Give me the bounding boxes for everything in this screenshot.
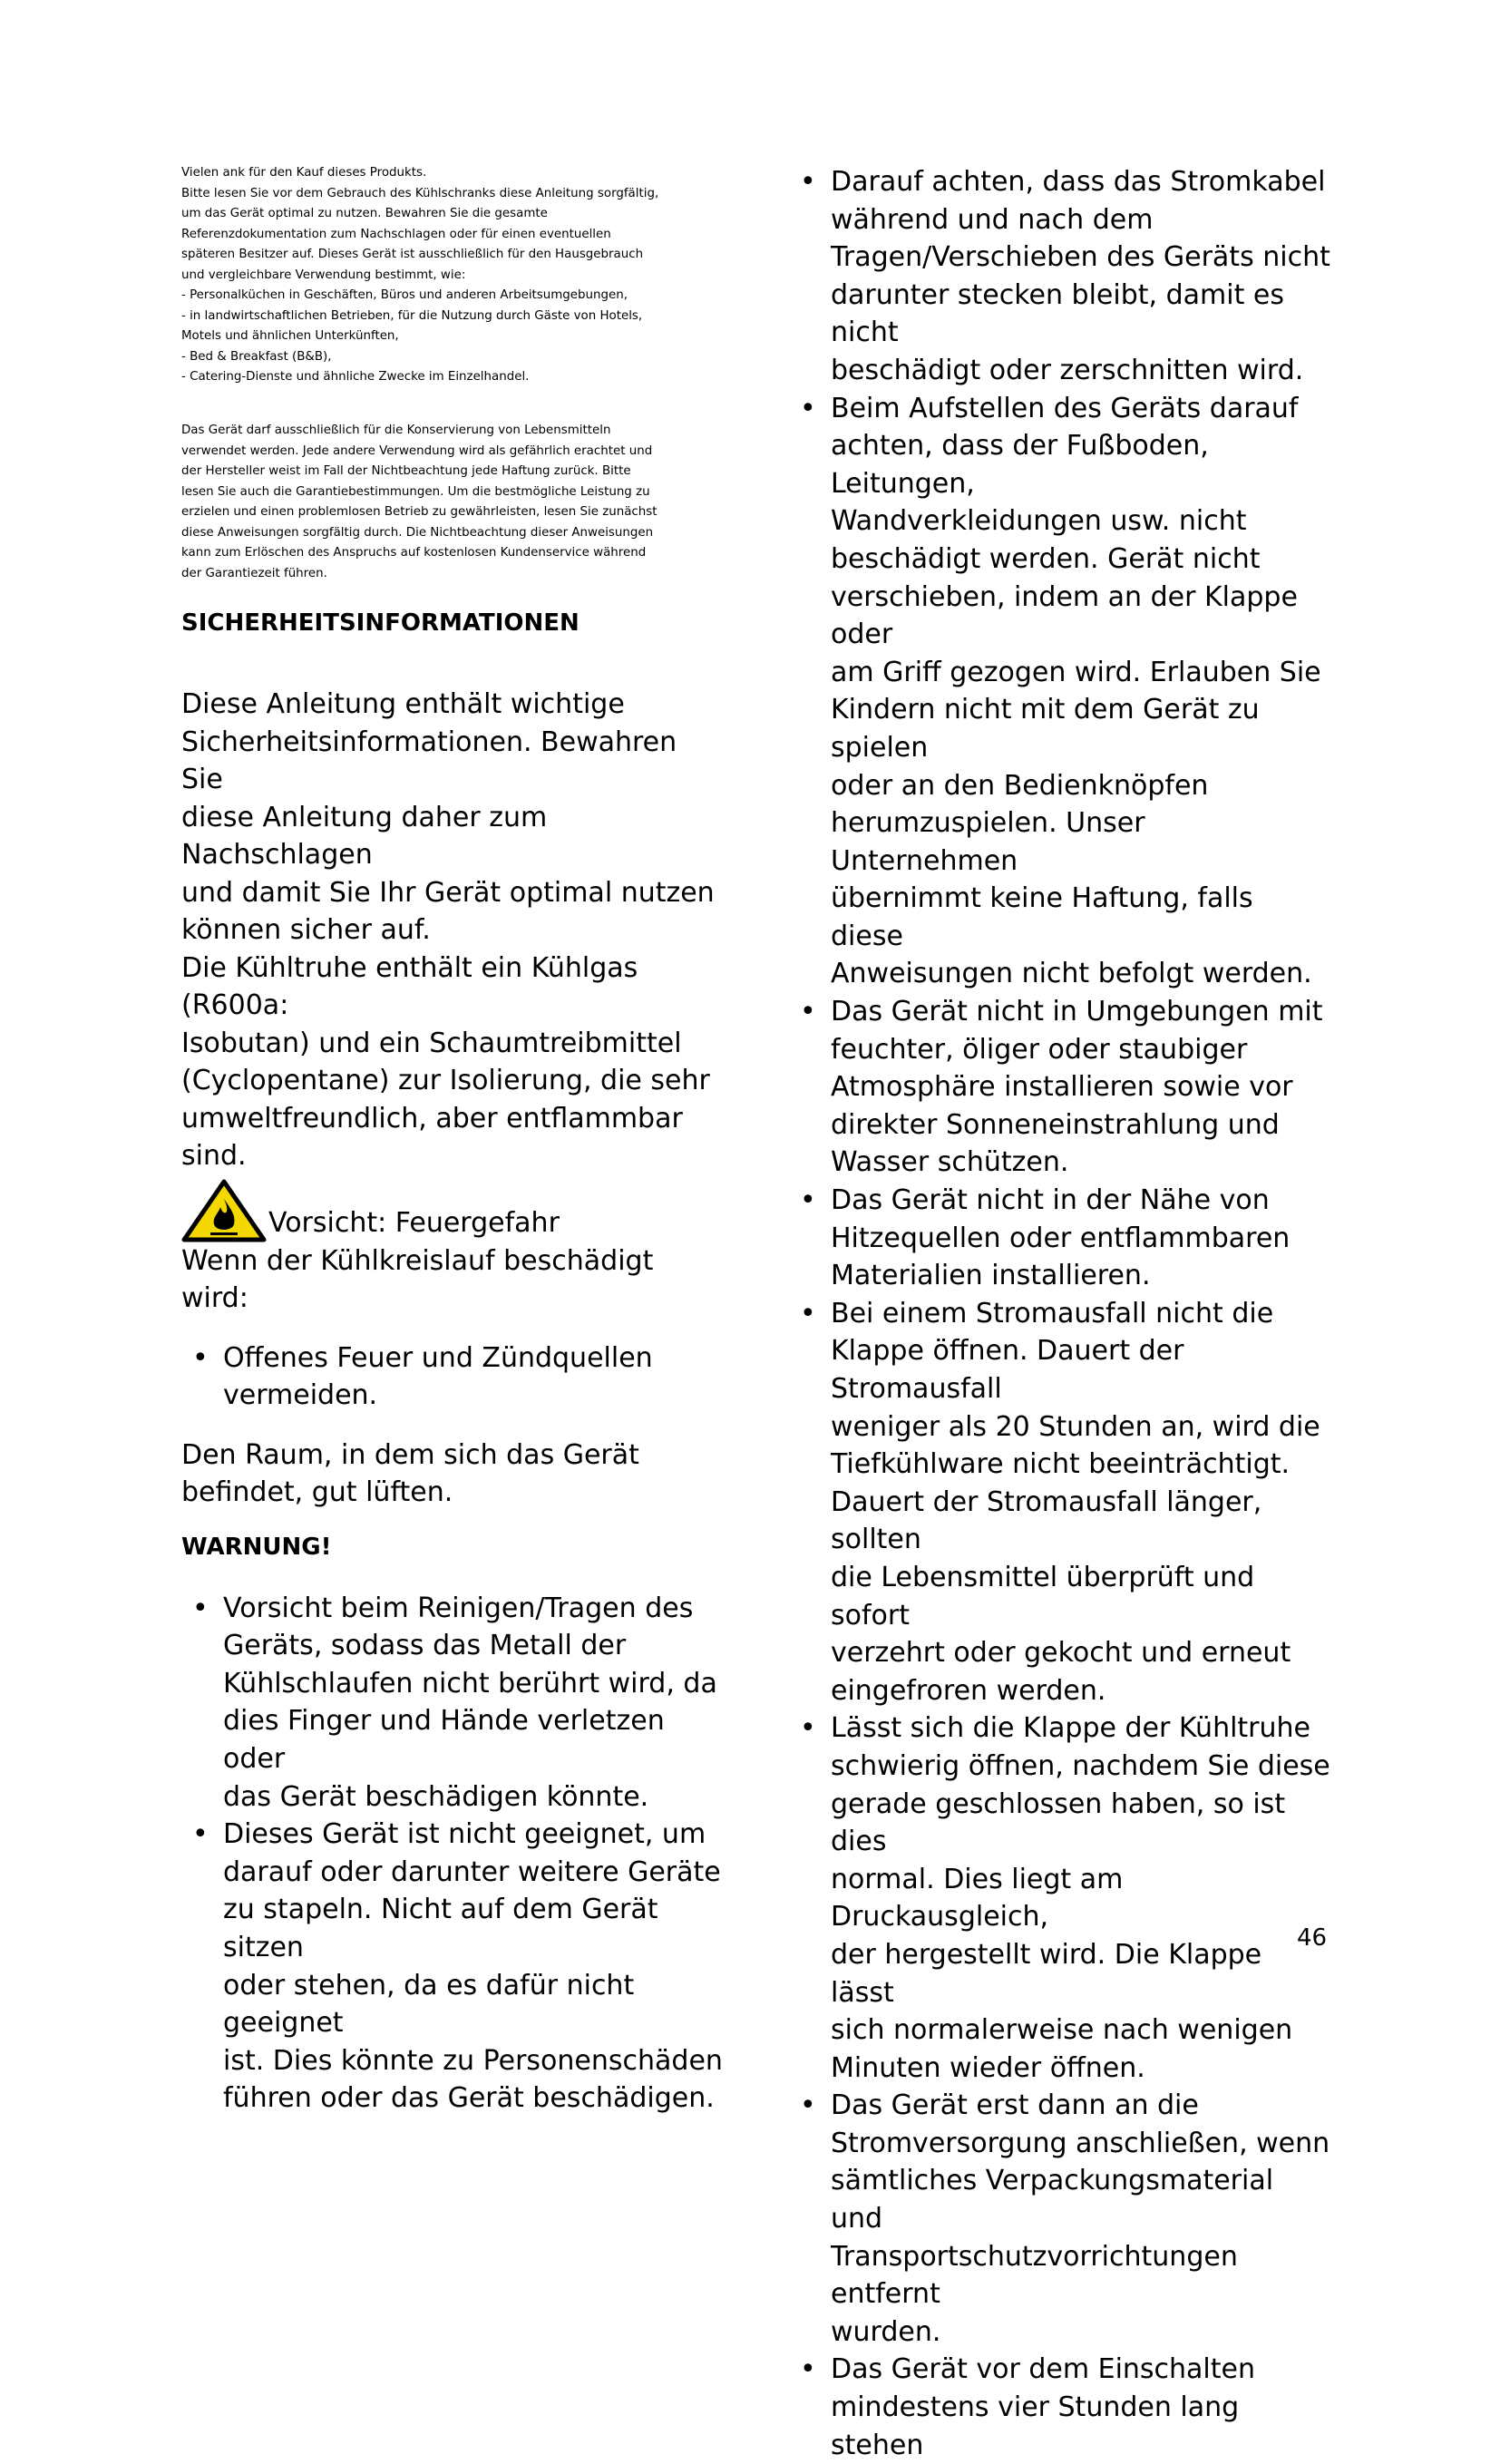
safety-line: Isobutan) und ein Schaumtreibmittel: [181, 1027, 682, 1059]
right-column: [789, 163, 1333, 2464]
bullet-line: Dauert der Stromausfall länger, sollten: [831, 1485, 1262, 1556]
bullet-line: gerade geschlossen haben, so ist dies: [831, 1787, 1286, 1858]
intro-line: - Personalküchen in Geschäften, Büros und anderen Arbeitsumgebungen,: [181, 288, 628, 302]
intro-line: späteren Besitzer auf. Dieses Gerät ist ausschließlich für den Hausgebrauch: [181, 248, 644, 261]
bullet-line: eingefroren werden.: [831, 1674, 1106, 1707]
bullet-line: sämtliches Verpackungsmaterial und: [831, 2165, 1274, 2235]
intro-line: Das Gerät darf ausschließlich für die Konservierung von Lebensmitteln: [181, 424, 611, 437]
bullet-line: oder stehen, da es dafür nicht geeignet: [223, 1969, 635, 2040]
bullet-line: • Dieses Gerät ist nicht geeignet, um: [223, 1818, 706, 1851]
bullet-line: oder an den Bedienknöpfen: [831, 769, 1209, 802]
intro-line: und vergleichbare Verwendung bestimmt, wie:: [181, 268, 466, 282]
bullet-line: • Bei einem Stromausfall nicht die: [831, 1297, 1274, 1329]
list-item: [181, 1590, 726, 1816]
bullet-line: Kühlschlaufen nicht berührt wird, da: [223, 1667, 717, 1699]
bullet-line: zu stapeln. Nicht auf dem Gerät sitzen: [223, 1894, 658, 1964]
bullet-line: Geräts, sodass das Metall der: [223, 1630, 627, 1662]
intro-line: Bitte lesen Sie vor dem Gebrauch des Kühlschranks diese Anleitung sorgfältig,: [181, 186, 659, 200]
intro-line: um das Gerät optimal zu nutzen. Bewahren Sie die gesamte: [181, 207, 548, 220]
list-item: [789, 1709, 1333, 2087]
ventilate-paragraph: [181, 1437, 726, 1512]
flammable-hazard-icon: [181, 1179, 267, 1242]
circuit-damaged-text: Wenn der Kühlkreislauf beschädigt wird:: [181, 1244, 654, 1314]
bullet-line: sich normalerweise nach wenigen: [831, 2014, 1293, 2047]
bullet-line: • Das Gerät erst dann an die: [831, 2089, 1199, 2122]
bullet-line: übernimmt keine Haftung, falls diese: [831, 882, 1253, 952]
bullet-line: • Beim Aufstellen des Geräts darauf: [831, 392, 1299, 424]
bullet-line: • Vorsicht beim Reinigen/Tragen des: [223, 1592, 694, 1624]
bullet-line: achten, dass der Fußboden, Leitungen,: [831, 430, 1209, 500]
bullet-line: Tiefkühlware nicht beeinträchtigt.: [831, 1448, 1291, 1481]
intro-line: erzielen und einen problemlosen Betrieb zu gewährleisten, lesen Sie zunächst: [181, 505, 657, 519]
list-item: [789, 993, 1333, 1182]
bullet-line: wurden.: [831, 2315, 941, 2348]
safety-line: Sicherheitsinformationen. Bewahren Sie: [181, 726, 677, 795]
bullet-line: verzehrt oder gekocht und erneut: [831, 1637, 1291, 1670]
safety-line: und damit Sie Ihr Gerät optimal nutzen: [181, 876, 715, 909]
intro-line: - Bed & Breakfast (B&B),: [181, 349, 332, 364]
intro-line: diese Anweisungen sorgfältig durch. Die Nichtbeachtung dieser Anweisungen: [181, 525, 654, 540]
bullet-line: ist. Dies könnte zu Personenschäden: [223, 2044, 723, 2077]
safety-line: umweltfreundlich, aber entflammbar: [181, 1102, 683, 1135]
safety-line: diese Anleitung daher zum Nachschlagen: [181, 801, 548, 871]
fire-warning-row: [181, 1179, 726, 1242]
intro-line: verwendet werden. Jede andere Verwendung wird als gefährlich erachtet und: [181, 443, 653, 458]
list-item: [789, 1295, 1333, 1710]
intro-line: der Garantiezeit führen.: [181, 566, 327, 580]
intro-line: Motels und ähnlichen Unterkünften,: [181, 329, 399, 343]
bullet-line: herumzuspielen. Unser Unternehmen: [831, 807, 1145, 877]
list-item: [181, 1816, 726, 2118]
bullet-line: Hitzequellen oder entflammbaren: [831, 1222, 1291, 1254]
bullet-line: Atmosphäre installieren sowie vor: [831, 1071, 1293, 1104]
bullet-line: am Griff gezogen wird. Erlauben Sie: [831, 656, 1321, 688]
bullet-line: vermeiden.: [223, 1379, 378, 1412]
bullet-line: Wasser schützen.: [831, 1146, 1069, 1179]
bullet-line: feuchter, öliger oder staubiger: [831, 1033, 1248, 1066]
intro-paragraph-1: [181, 163, 726, 388]
bullet-line: die Lebensmittel überprüft und sofort: [831, 1561, 1255, 1631]
list-item: [789, 2351, 1333, 2464]
bullet-line: beschädigt werden. Gerät nicht: [831, 542, 1261, 575]
intro-line: - Catering-Dienste und ähnliche Zwecke im Einzelhandel.: [181, 370, 530, 384]
bullet-line: das Gerät beschädigen könnte.: [223, 1780, 649, 1813]
safety-line: sind.: [181, 1140, 247, 1172]
list-item: [789, 163, 1333, 390]
right-bullet-list: [789, 163, 1333, 2464]
safety-line: (Cyclopentane) zur Isolierung, die sehr: [181, 1065, 710, 1096]
bullet-line: der hergestellt wird. Die Klappe lässt: [831, 1938, 1262, 2009]
bullet-line: Kindern nicht mit dem Gerät zu spielen: [831, 694, 1260, 764]
intro-line: kann zum Erlöschen des Anspruchs auf kostenlosen Kundenservice während: [181, 546, 647, 560]
bullet-line: darunter stecken bleibt, damit es nicht: [831, 278, 1284, 349]
list-item: [789, 1182, 1333, 1295]
bullet-line: Materialien installieren.: [831, 1260, 1151, 1292]
bullet-line: • Das Gerät nicht in der Nähe von: [831, 1184, 1270, 1217]
fire-bullet-list: [181, 1339, 726, 1415]
safety-heading: SICHERHEITSINFORMATIONEN: [181, 609, 580, 637]
list-item: [789, 390, 1333, 994]
bullet-line: • Darauf achten, dass das Stromkabel: [831, 166, 1326, 198]
bullet-line: Klappe öffnen. Dauert der Stromausfall: [831, 1335, 1184, 1405]
bullet-line: darauf oder darunter weitere Geräte: [223, 1855, 721, 1888]
intro-line: Referenzdokumentation zum Nachschlagen oder für einen eventuellen: [181, 227, 611, 241]
intro-line: Vielen ank für den Kauf dieses Produkts.: [181, 166, 427, 180]
safety-line: Diese Anleitung enthält wichtige: [181, 688, 625, 720]
bullet-line: mindestens vier Stunden lang stehen: [831, 2391, 1240, 2461]
bullet-line: verschieben, indem an der Klappe oder: [831, 580, 1298, 651]
bullet-line: normal. Dies liegt am Druckausgleich,: [831, 1863, 1124, 1933]
bullet-line: Minuten wieder öffnen.: [831, 2051, 1145, 2084]
list-item: [789, 2087, 1333, 2351]
safety-line: können sicher auf.: [181, 914, 431, 946]
page-number: 46: [1297, 1924, 1328, 1952]
ventilate-line: befindet, gut lüften.: [181, 1476, 453, 1509]
warning-bullet-list: [181, 1590, 726, 2118]
bullet-line: • Das Gerät nicht in Umgebungen mit: [831, 996, 1323, 1028]
bullet-line: schwierig öffnen, nachdem Sie diese: [831, 1749, 1330, 1782]
list-item: [181, 1339, 726, 1415]
bullet-line: • Lässt sich die Klappe der Kühltruhe: [831, 1712, 1310, 1745]
bullet-line: weniger als 20 Stunden an, wird die: [831, 1410, 1320, 1443]
safety-intro-paragraph: [181, 686, 726, 1175]
intro-line: der Hersteller weist im Fall der Nichtbeachtung jede Haftung zurück. Bitte: [181, 464, 631, 478]
bullet-line: Tragen/Verschieben des Geräts nicht: [831, 241, 1330, 274]
bullet-line: beschädigt oder zerschnitten wird.: [831, 354, 1304, 386]
bullet-line: Anweisungen nicht befolgt werden.: [831, 958, 1312, 990]
fire-warning-text: Vorsicht: Feuergefahr: [268, 1207, 560, 1239]
warning-heading: WARNUNG!: [181, 1533, 332, 1561]
bullet-line: dies Finger und Hände verletzen oder: [223, 1705, 665, 1776]
intro-paragraph-2: [181, 421, 726, 584]
safety-line: Die Kühltruhe enthält ein Kühlgas (R600a:: [181, 951, 638, 1021]
ventilate-line: Den Raum, in dem sich das Gerät: [181, 1438, 639, 1471]
safety-section: [181, 608, 726, 2118]
bullet-line: direkter Sonneneinstrahlung und: [831, 1108, 1280, 1141]
bullet-line: während und nach dem: [831, 203, 1154, 236]
bullet-line: Wandverkleidungen usw. nicht: [831, 505, 1247, 538]
bullet-line: Transportschutzvorrichtungen entfernt: [831, 2240, 1238, 2311]
bullet-line: • Das Gerät vor dem Einschalten: [831, 2353, 1256, 2386]
bullet-line: führen oder das Gerät beschädigen.: [223, 2082, 715, 2115]
intro-line: - in landwirtschaftlichen Betrieben, für die Nutzung durch Gäste von Hotels,: [181, 308, 643, 323]
intro-line: lesen Sie auch die Garantiebestimmungen. Um die bestmögliche Leistung zu: [181, 484, 650, 499]
bullet-line: Stromversorgung anschließen, wenn: [831, 2127, 1330, 2159]
bullet-line: • Offenes Feuer und Zündquellen: [223, 1341, 653, 1374]
